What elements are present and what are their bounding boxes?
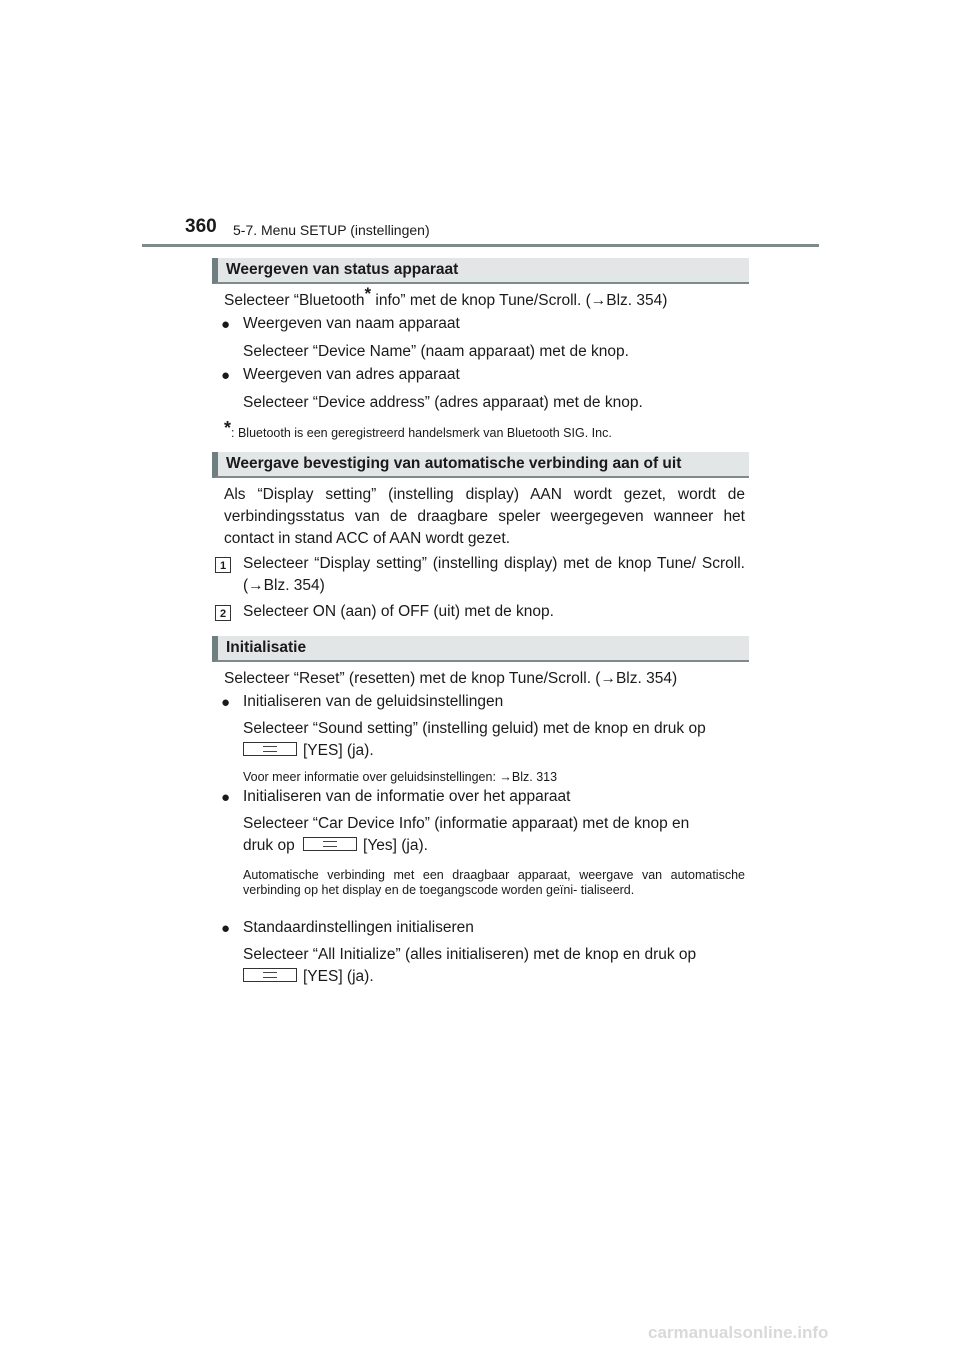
bullet-icon: ●	[221, 694, 231, 711]
step-number: 1	[215, 557, 231, 573]
section-heading-initialisatie: Initialisatie	[212, 636, 749, 662]
bullet-icon: ●	[221, 316, 231, 333]
bullet-icon: ●	[221, 920, 231, 937]
enter-key-icon	[243, 742, 297, 756]
enter-key-icon	[243, 968, 297, 982]
item-title: Weergeven van adres apparaat	[243, 366, 460, 383]
item-note: Voor meer informatie over geluidsinstellingen: →Blz. 313	[243, 770, 558, 784]
key-line: [YES] (ja).	[243, 740, 374, 762]
bullet-icon: ●	[221, 789, 231, 806]
key-line: [YES] (ja).	[243, 966, 374, 988]
footer-watermark: carmanualsonline.info	[648, 1323, 829, 1342]
item-text: Selecteer “All Initialize” (alles initialiseren) met de knop en druk op	[243, 946, 697, 963]
item-title: Weergeven van naam apparaat	[243, 315, 460, 332]
section-heading-auto-connect: Weergave bevestiging van automatische verbinding aan of uit	[212, 452, 749, 478]
footnote-marker: *	[364, 284, 372, 303]
running-header: 5-7. Menu SETUP (instellingen)	[233, 222, 430, 238]
item-text: Selecteer “Sound setting” (instelling geluid) met de knop en druk op	[243, 720, 706, 737]
item-text: Selecteer “Car Device Info” (informatie apparaat) met de knop en	[243, 815, 690, 832]
page-number: 360	[185, 216, 217, 237]
item-note: Automatische verbinding met een draagbaar apparaat, weergave van automatische verbinding op het display en de toegangscode worden geïni- tialiseerd.	[243, 868, 745, 897]
item-title: Initialiseren van de geluidsinstellingen	[243, 693, 504, 710]
step-number: 2	[215, 605, 231, 621]
bullet-icon: ●	[221, 367, 231, 384]
footnote-marker: *	[224, 418, 232, 438]
header-rule	[142, 244, 819, 247]
item-text: Selecteer “Device address” (adres apparaat) met de knop.	[243, 394, 643, 411]
section2-intro: Als “Display setting” (instelling display) AAN wordt gezet, wordt de verbindingsstatus van de draagbare speler weergegeven wanneer het contact in stand ACC of AAN wordt gezet.	[224, 486, 745, 547]
item-text: Selecteer “Device Name” (naam apparaat) met de knop.	[243, 343, 629, 360]
enter-key-icon	[303, 837, 357, 851]
key-line: druk op [Yes] (ja).	[243, 837, 428, 854]
item-title: Standaardinstellingen initialiseren	[243, 919, 474, 936]
footnote: *: Bluetooth is een geregistreerd handelsmerk van Bluetooth SIG. Inc.	[224, 418, 612, 440]
step-text: Selecteer ON (aan) of OFF (uit) met de knop.	[243, 603, 554, 620]
section-heading-status: Weergeven van status apparaat	[212, 258, 749, 284]
step-text: Selecteer “Display setting” (instelling display) met de knop Tune/ Scroll. (→Blz. 354)	[243, 555, 745, 594]
item-title: Initialiseren van de informatie over het apparaat	[243, 788, 571, 805]
section3-intro: Selecteer “Reset” (resetten) met de knop Tune/Scroll. (→Blz. 354)	[224, 670, 678, 687]
section1-intro: Selecteer “Bluetooth* info” met de knop Tune/Scroll. (→Blz. 354)	[224, 284, 668, 309]
